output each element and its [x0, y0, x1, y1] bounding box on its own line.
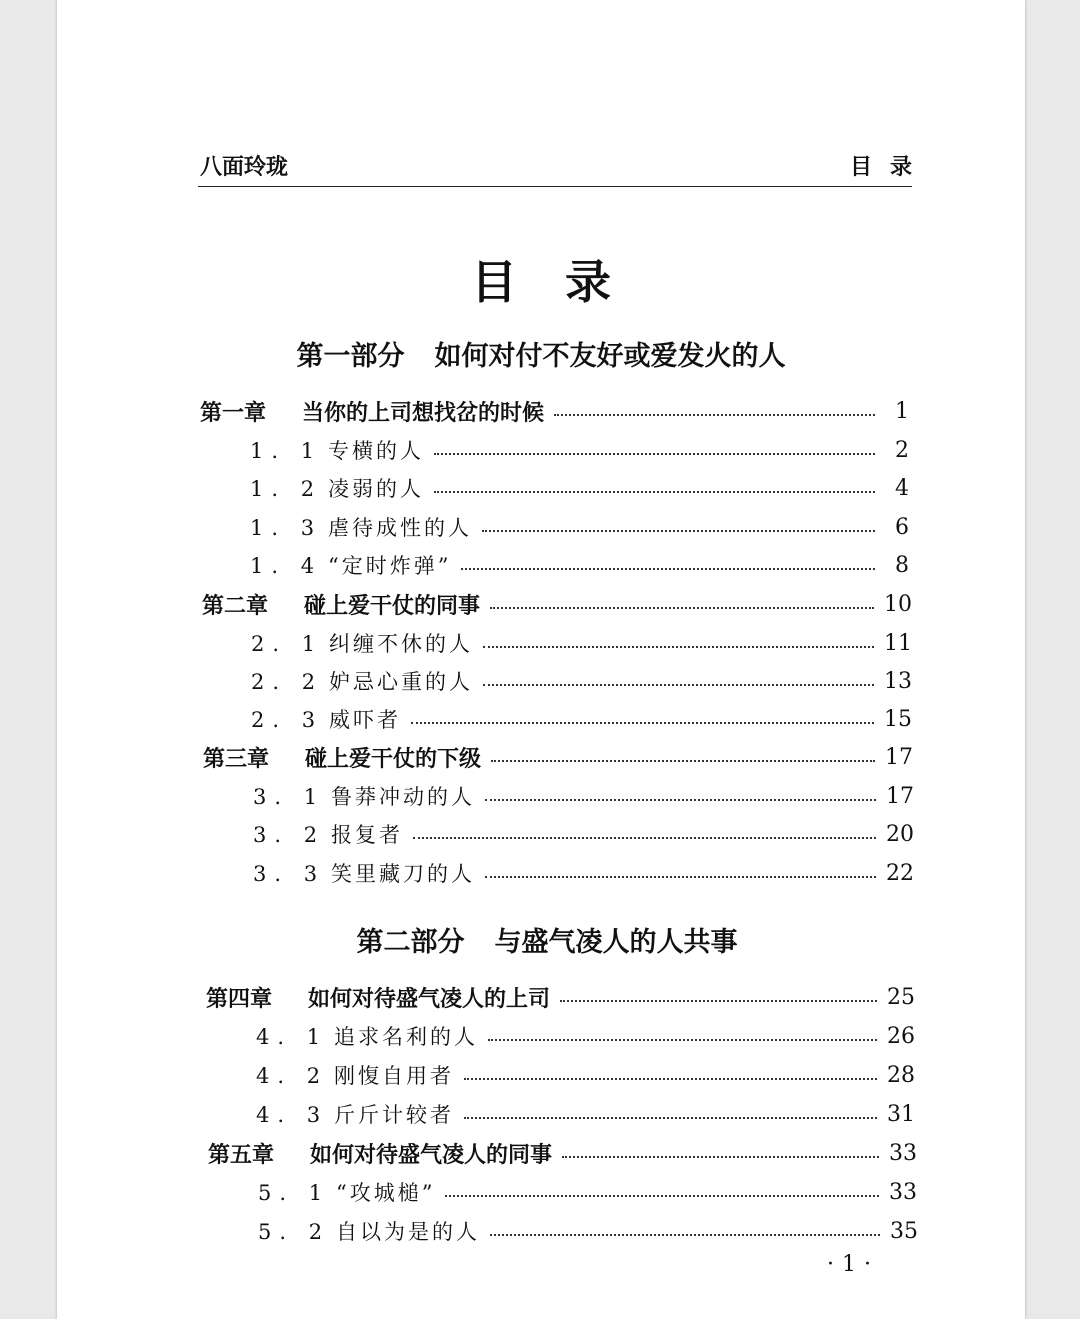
toc-section-1-1[interactable] [250, 433, 909, 467]
toc-number: 3. 2 [253, 823, 326, 847]
toc-page: 20 [886, 821, 914, 847]
leader-dots [461, 568, 875, 570]
toc-title: 碰上爱干仗的下级 [305, 746, 482, 772]
section-title: 目录 [849, 155, 930, 180]
part-title: 如何对付不友好或爱发火的人 [434, 341, 786, 372]
toc-title: 斤斤计较者 [334, 1103, 454, 1127]
leader-dots [483, 646, 874, 648]
toc-title: 妒忌心重的人 [329, 670, 473, 694]
toc-page: 26 [887, 1023, 915, 1049]
toc-page: 10 [884, 591, 912, 617]
toc-chapter-4[interactable] [206, 980, 915, 1014]
leader-dots [554, 414, 875, 416]
toc-title: 纠缠不休的人 [329, 632, 473, 656]
leader-dots [413, 837, 876, 839]
toc-title: 如何对待盛气凌人的同事 [310, 1142, 553, 1168]
leader-dots [434, 453, 875, 455]
toc-section-4-1[interactable] [256, 1019, 915, 1053]
toc-chapter-3[interactable] [203, 740, 913, 774]
toc-section-1-3[interactable] [250, 510, 909, 544]
toc-number: 1. 4 [250, 554, 323, 578]
toc-title: 刚愎自用者 [334, 1064, 454, 1088]
toc-number: 5. 1 [258, 1181, 331, 1205]
toc-number: 3. 3 [253, 862, 326, 886]
part-heading-2 [63, 920, 1031, 959]
toc-section-5-2[interactable] [258, 1214, 918, 1248]
toc-number: 3. 1 [253, 785, 326, 809]
toc-title: 碰上爱干仗的同事 [304, 593, 481, 619]
toc-title: 笑里藏刀的人 [331, 862, 475, 886]
part-title: 与盛气凌人的人共事 [494, 927, 738, 958]
toc-page: 31 [887, 1101, 915, 1127]
toc-number: 第一章 [200, 400, 267, 426]
running-header [200, 150, 930, 180]
page-title: 目录 [471, 255, 659, 309]
toc-title: 报复者 [331, 823, 403, 847]
leader-dots [485, 876, 876, 878]
toc-page: 25 [887, 984, 915, 1010]
toc-title: 专横的人 [328, 439, 424, 463]
toc-title: 鲁莽冲动的人 [331, 785, 475, 809]
toc-number: 1. 1 [250, 439, 323, 463]
toc-page: 11 [884, 630, 912, 656]
toc-section-2-1[interactable] [251, 626, 912, 660]
leader-dots [485, 799, 876, 801]
toc-page: 33 [889, 1179, 917, 1205]
toc-page: 4 [895, 475, 909, 501]
leader-dots [562, 1156, 879, 1158]
toc-number: 第五章 [208, 1142, 275, 1168]
toc-section-1-4[interactable] [250, 548, 909, 582]
toc-number: 第四章 [206, 986, 273, 1012]
leader-dots [464, 1078, 877, 1080]
toc-section-2-2[interactable] [251, 664, 912, 698]
toc-chapter-5[interactable] [208, 1136, 917, 1170]
part-number: 第二部分 [356, 927, 465, 958]
leader-dots [411, 722, 874, 724]
toc-title: 追求名利的人 [334, 1025, 478, 1049]
toc-page: 22 [886, 860, 914, 886]
toc-title: 虐待成性的人 [328, 516, 472, 540]
toc-page: 8 [895, 552, 909, 578]
toc-number: 4. 3 [256, 1103, 329, 1127]
toc-section-1-2[interactable] [250, 471, 909, 505]
toc-title: “攻城槌” [336, 1181, 436, 1205]
toc-title: 当你的上司想找岔的时候 [302, 400, 545, 426]
toc-number: 1. 2 [250, 477, 323, 501]
toc-page: 17 [885, 744, 913, 770]
leader-dots [490, 1234, 880, 1236]
leader-dots [434, 491, 875, 493]
toc-section-4-2[interactable] [256, 1058, 915, 1092]
leader-dots [464, 1117, 877, 1119]
toc-title: “定时炸弹” [328, 554, 452, 578]
toc-chapter-1[interactable] [200, 394, 909, 428]
toc-number: 第三章 [203, 746, 270, 772]
toc-number: 2. 3 [251, 708, 324, 732]
toc-title: 凌弱的人 [328, 477, 424, 501]
toc-page: 15 [884, 706, 912, 732]
toc-title: 威吓者 [329, 708, 401, 732]
toc-section-4-3[interactable] [256, 1097, 915, 1131]
toc-section-3-1[interactable] [253, 779, 914, 813]
toc-section-3-3[interactable] [253, 856, 914, 890]
toc-page: 33 [889, 1140, 917, 1166]
toc-page: 2 [895, 437, 909, 463]
toc-page: 35 [890, 1218, 918, 1244]
toc-title: 自以为是的人 [336, 1220, 480, 1244]
toc-section-2-3[interactable] [251, 702, 912, 736]
leader-dots [488, 1039, 877, 1041]
toc-number: 5. 2 [258, 1220, 331, 1244]
toc-number: 1. 3 [250, 516, 323, 540]
part-number: 第一部分 [296, 341, 405, 372]
toc-section-5-1[interactable] [258, 1175, 917, 1209]
toc-page: 1 [895, 398, 909, 424]
toc-page: 6 [895, 514, 909, 540]
leader-dots [445, 1195, 879, 1197]
toc-page: 17 [886, 783, 914, 809]
leader-dots [482, 530, 875, 532]
toc-page: 13 [884, 668, 912, 694]
toc-number: 4. 2 [256, 1064, 329, 1088]
leader-dots [491, 760, 875, 762]
toc-title: 如何对待盛气凌人的上司 [308, 986, 551, 1012]
toc-page: 28 [887, 1062, 915, 1088]
toc-number: 2. 1 [251, 632, 324, 656]
leader-dots [483, 684, 874, 686]
page-number: ·1· [827, 1252, 879, 1277]
part-heading-1 [57, 334, 1025, 373]
leader-dots [490, 607, 874, 609]
toc-number: 4. 1 [256, 1025, 329, 1049]
document-page [57, 0, 1025, 1319]
leader-dots [560, 1000, 877, 1002]
book-title: 八面玲珑 [200, 155, 289, 180]
header-rule [198, 186, 912, 187]
toc-number: 2. 2 [251, 670, 324, 694]
toc-section-3-2[interactable] [253, 817, 914, 851]
toc-number: 第二章 [202, 593, 269, 619]
toc-chapter-2[interactable] [202, 587, 912, 621]
